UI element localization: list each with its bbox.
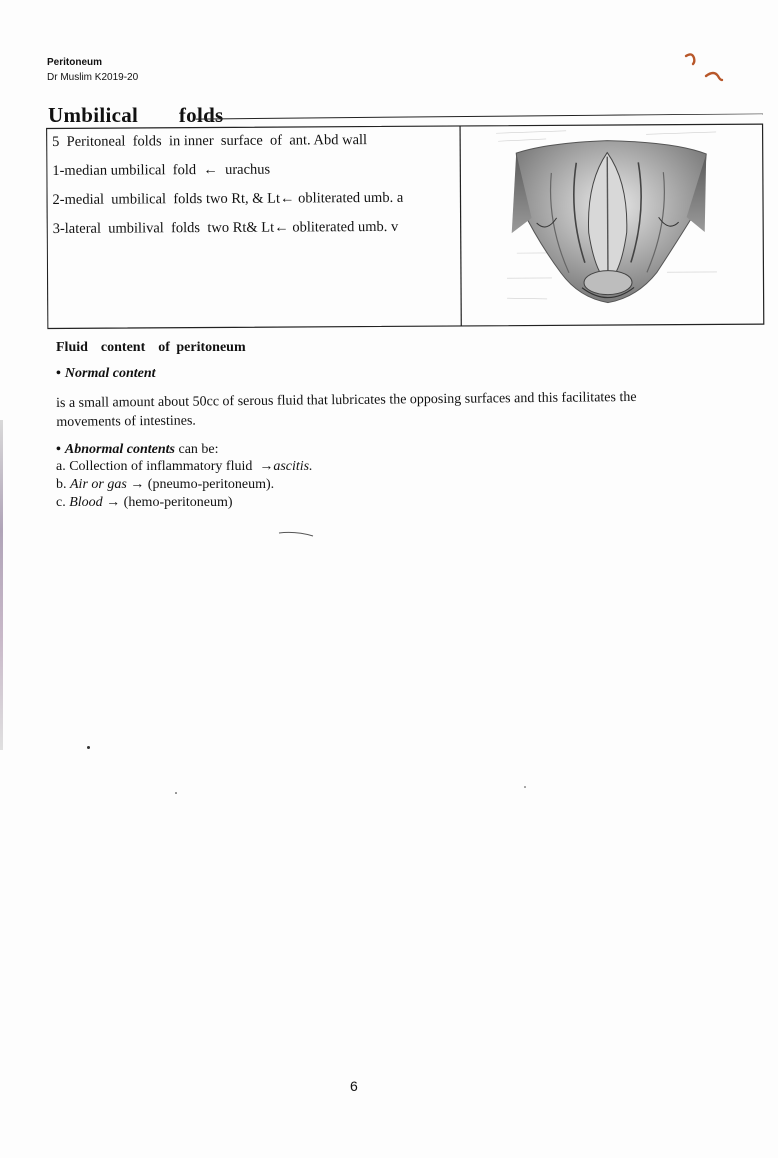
scan-edge-shadow [0,420,3,750]
folds-intro: 5 Peritoneal folds in inner surface of ant. Abd wall [52,132,368,150]
page-header [47,55,138,85]
fold-item-medial: 2-medial umbilical folds two Rt, & Lt← obliterated umb. a [52,189,404,208]
normal-content-text: is a small amount about 50cc of serous fluid that lubricates the opposing surfaces and this facilitates the movements of intestines. [56,389,637,430]
header-title: Peritoneum [47,57,103,68]
abnormal-contents-suffix: can be: [175,442,219,457]
bullet-icon: • [56,366,61,381]
abnormal-contents-label: Abnormal contents [64,442,175,457]
scan-speck [175,792,177,794]
bullet-icon: • [56,442,61,457]
fluid-content-section [56,340,676,512]
fold-item-lateral: 3-lateral umbilival folds two Rt& Lt← obliterated umb. v [52,218,399,237]
abnormal-item-c-suffix: → (hemo-peritoneum) [102,495,233,510]
abnormal-item-b-term: Air or gas [70,477,127,492]
section-title-umbilical-folds: Umbilical folds [48,103,224,127]
scan-speck [87,746,90,749]
abnormal-item-b-suffix: → (pneumo-peritoneum). [126,477,275,492]
abnormal-item-b [56,476,676,494]
umbilical-folds-list [52,126,453,244]
fold-item-median: 1-median umbilical fold ← urachus [52,161,271,179]
fluid-section-title: Fluid content of peritoneum [56,340,246,355]
page-number: 6 [350,1078,358,1094]
umbilical-folds-table [46,114,765,328]
abnormal-item-a [56,458,676,476]
abnormal-item-c-term: Blood [69,495,103,510]
abnormal-item-b-prefix: b. [56,477,70,492]
abnormal-contents-heading [56,442,676,458]
abnormal-item-a-text: a. Collection of inflammatory fluid → [56,459,274,474]
corner-pen-mark [682,50,726,90]
anatomy-illustration-icon [476,122,739,314]
normal-content-heading [56,366,676,382]
abnormal-item-a-term: ascitis. [273,459,313,474]
stray-pen-stroke [278,530,314,538]
header-subtitle: Dr Muslim K2019-20 [47,72,139,83]
abnormal-item-c-prefix: c. [56,495,70,510]
scan-speck [524,786,526,788]
abnormal-item-c [56,494,676,512]
normal-content-label: Normal content [64,366,156,381]
